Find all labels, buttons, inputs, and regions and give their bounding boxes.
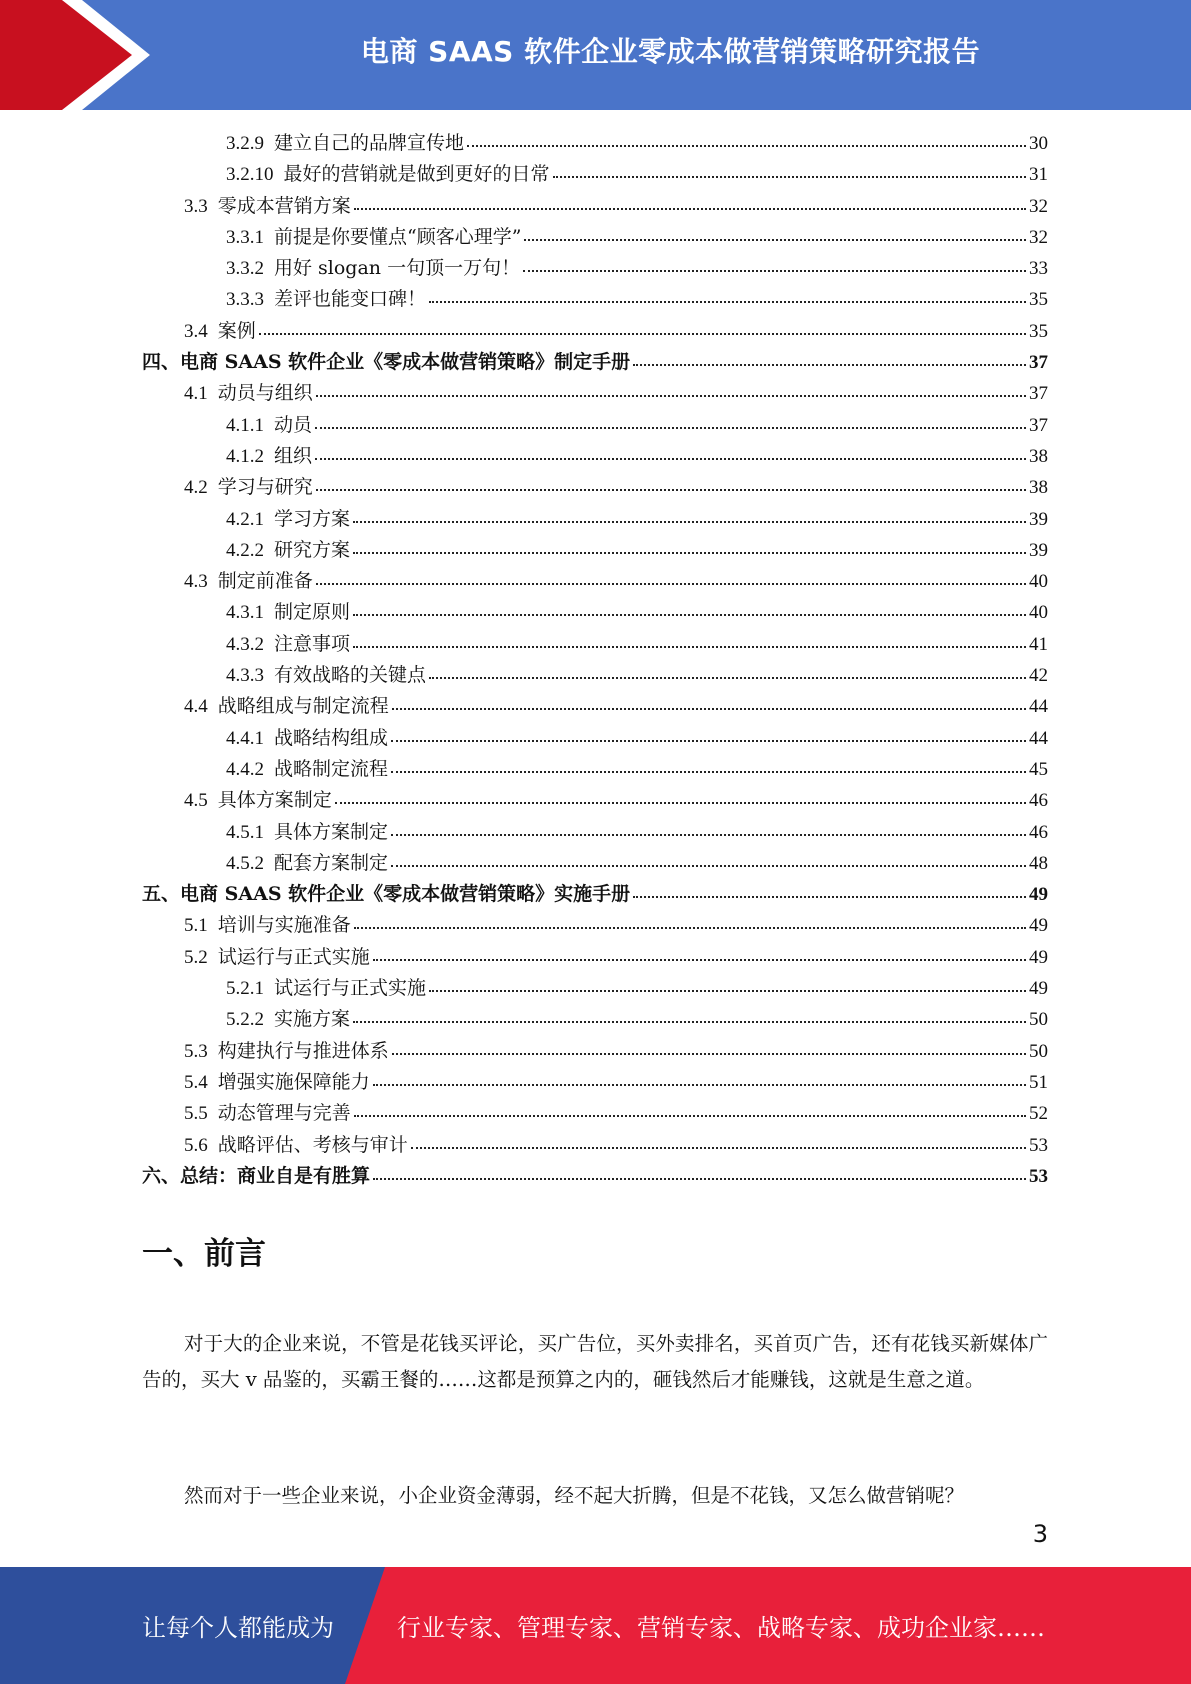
toc-dot-leader: [391, 830, 1026, 836]
paragraph: 然而对于一些企业来说，小企业资金薄弱，经不起大折腾，但是不花钱，又怎么做营销呢？: [184, 1484, 965, 1507]
toc-entry-page: 49: [1029, 946, 1048, 968]
toc-entry-title: 差评也能变口碑！: [274, 288, 427, 311]
toc-entry[interactable]: [142, 159, 1048, 190]
toc-entry[interactable]: [142, 504, 1048, 535]
toc-entry-title: 配套方案制定: [274, 851, 389, 874]
toc-entry-title: 试运行与正式实施: [274, 977, 427, 1000]
toc-entry[interactable]: [142, 660, 1048, 691]
toc-entry-title: 战略评估、考核与审计: [217, 1133, 408, 1156]
toc-entry-number: 4.3.3: [226, 665, 264, 687]
toc-entry-number: 4.1.1: [226, 414, 264, 436]
toc-dot-leader: [524, 235, 1026, 241]
toc-dot-leader: [315, 423, 1026, 429]
toc-entry-number: 4.3.2: [226, 633, 264, 655]
toc-entry-page: 49: [1029, 915, 1048, 937]
toc-entry-title: 培训与实施准备: [217, 914, 351, 937]
toc-entry-page: 51: [1029, 1071, 1048, 1093]
toc-entry-page: 45: [1029, 758, 1048, 780]
toc-entry[interactable]: [142, 410, 1048, 441]
toc-entry-title: 电商 SAAS 软件企业《零成本做营销策略》实施手册: [180, 883, 631, 906]
toc-entry-number: 5.2.1: [226, 978, 264, 1000]
footer-slogan-left: 让每个人都能成为: [142, 1614, 334, 1642]
toc-entry[interactable]: [142, 723, 1048, 754]
toc-entry-page: 33: [1029, 258, 1048, 280]
toc-dot-leader: [353, 610, 1026, 616]
toc-entry-page: 39: [1029, 539, 1048, 561]
toc-dot-leader: [353, 548, 1026, 554]
toc-dot-leader: [523, 266, 1026, 272]
toc-dot-leader: [373, 1080, 1026, 1086]
toc-entry-number: 5.3: [184, 1040, 208, 1062]
toc-entry-title: 动员: [274, 413, 313, 436]
toc-entry-number: 4.1.2: [226, 445, 264, 467]
toc-entry-number: 3.3.1: [226, 226, 264, 248]
toc-entry[interactable]: [142, 284, 1048, 315]
toc-entry[interactable]: [142, 191, 1048, 222]
toc-entry[interactable]: [142, 378, 1048, 409]
toc-entry-title: 组织: [274, 444, 313, 467]
toc-entry[interactable]: [142, 754, 1048, 785]
toc-entry-number: 4.4: [184, 696, 208, 718]
toc-entry-title: 最好的营销就是做到更好的日常: [283, 163, 550, 186]
toc-entry-page: 46: [1029, 790, 1048, 812]
toc-entry[interactable]: [142, 1067, 1048, 1098]
toc-entry-page: 38: [1029, 477, 1048, 499]
toc-entry-number: 3.2.10: [226, 164, 274, 186]
toc-entry-page: 31: [1029, 164, 1048, 186]
toc-dot-leader: [354, 204, 1026, 210]
toc-entry-title: 战略组成与制定流程: [217, 695, 389, 718]
toc-entry-number: 4.5.1: [226, 821, 264, 843]
toc-entry-page: 53: [1029, 1134, 1048, 1156]
toc-dot-leader: [315, 454, 1026, 460]
toc-entry[interactable]: [142, 1130, 1048, 1161]
toc-entry[interactable]: [142, 347, 1048, 378]
toc-dot-leader: [392, 704, 1026, 710]
toc-entry-number: 四、: [142, 352, 181, 374]
toc-entry[interactable]: [142, 128, 1048, 159]
toc-entry-title: 具体方案制定: [217, 789, 332, 812]
toc-entry-page: 50: [1029, 1040, 1048, 1062]
toc-entry-number: 3.3: [184, 195, 208, 217]
toc-entry-number: 4.2: [184, 477, 208, 499]
toc-dot-leader: [391, 736, 1026, 742]
toc-entry-page: 52: [1029, 1103, 1048, 1125]
toc-entry[interactable]: [142, 535, 1048, 566]
toc-entry[interactable]: [142, 566, 1048, 597]
toc-entry-number: 5.1: [184, 915, 208, 937]
toc-entry-page: 50: [1029, 1009, 1048, 1031]
toc-dot-leader: [354, 923, 1026, 929]
toc-entry-number: 4.2.2: [226, 539, 264, 561]
toc-dot-leader: [335, 798, 1026, 804]
toc-entry-number: 5.4: [184, 1071, 208, 1093]
toc-dot-leader: [553, 172, 1026, 178]
toc-entry-title: 有效战略的关键点: [274, 664, 427, 687]
toc-entry-page: 39: [1029, 508, 1048, 530]
toc-entry-number: 五、: [142, 884, 181, 906]
toc-entry-title: 注意事项: [274, 632, 351, 655]
toc-entry[interactable]: [142, 1036, 1048, 1067]
toc-dot-leader: [353, 517, 1026, 523]
toc-dot-leader: [429, 673, 1026, 679]
toc-entry-title: 建立自己的品牌宣传地: [274, 132, 465, 154]
toc-entry-page: 37: [1029, 352, 1048, 374]
footer-banner: [0, 1567, 1191, 1684]
toc-entry-page: 53: [1029, 1165, 1048, 1187]
toc-entry[interactable]: [142, 1161, 1048, 1192]
toc-entry[interactable]: [142, 879, 1048, 910]
toc-entry-number: 4.4.2: [226, 758, 264, 780]
toc-entry-title: 制定前准备: [217, 570, 313, 593]
toc-entry-title: 制定原则: [274, 601, 351, 624]
toc-entry-page: 49: [1029, 978, 1048, 1000]
footer-slogan-right: 行业专家、管理专家、营销专家、战略专家、成功企业家……: [397, 1614, 1045, 1642]
toc-entry-page: 32: [1029, 195, 1048, 217]
toc-entry-number: 5.6: [184, 1134, 208, 1156]
toc-entry-number: 六、: [142, 1165, 181, 1187]
toc-entry-title: 电商 SAAS 软件企业《零成本做营销策略》制定手册: [180, 351, 631, 374]
toc-entry-page: 35: [1029, 320, 1048, 342]
toc-entry-page: 44: [1029, 696, 1048, 718]
toc-entry-title: 试运行与正式实施: [217, 945, 370, 968]
toc-dot-leader: [373, 955, 1026, 961]
toc-dot-leader: [316, 391, 1026, 397]
toc-entry-page: 49: [1029, 884, 1048, 906]
toc-dot-leader: [353, 642, 1026, 648]
toc-dot-leader: [354, 1111, 1026, 1117]
toc-entry-number: 4.3: [184, 571, 208, 593]
toc-entry-number: 5.2: [184, 946, 208, 968]
document-title: 电商 SAAS 软件企业零成本做营销策略研究报告: [360, 35, 981, 68]
toc-dot-leader: [353, 1017, 1026, 1023]
toc-dot-leader: [411, 1143, 1026, 1149]
toc-entry[interactable]: [142, 597, 1048, 628]
toc-entry[interactable]: [142, 973, 1048, 1004]
toc-entry[interactable]: [142, 441, 1048, 472]
toc-entry-page: 32: [1029, 226, 1048, 248]
toc-entry-number: 4.5: [184, 790, 208, 812]
toc-entry-number: 3.2.9: [226, 133, 264, 154]
toc-entry-page: 30: [1029, 133, 1048, 154]
toc-entry[interactable]: [142, 848, 1048, 879]
toc-entry-page: 44: [1029, 727, 1048, 749]
toc-entry-page: 42: [1029, 665, 1048, 687]
toc-entry-title: 学习与研究: [217, 476, 313, 499]
toc-entry[interactable]: [142, 629, 1048, 660]
toc-entry-title: 动员与组织: [217, 382, 313, 405]
toc-dot-leader: [373, 1174, 1026, 1180]
page-number: 3: [1032, 1520, 1048, 1548]
toc-entry-title: 研究方案: [274, 538, 351, 561]
toc-entry-title: 零成本营销方案: [217, 194, 351, 217]
toc-entry[interactable]: [142, 910, 1048, 941]
toc-entry-number: 4.2.1: [226, 508, 264, 530]
toc-entry-number: 4.3.1: [226, 602, 264, 624]
toc-entry[interactable]: [142, 316, 1048, 347]
toc-entry-title: 动态管理与完善: [217, 1102, 351, 1125]
toc-dot-leader: [259, 329, 1026, 335]
toc-entry[interactable]: [142, 817, 1048, 848]
toc-entry-page: 41: [1029, 633, 1048, 655]
toc-entry[interactable]: [142, 222, 1048, 253]
toc-dot-leader: [467, 141, 1026, 147]
toc-entry[interactable]: [142, 942, 1048, 973]
toc-entry[interactable]: [142, 1004, 1048, 1035]
toc-entry-title: 案例: [217, 319, 256, 342]
toc-entry-page: 38: [1029, 445, 1048, 467]
toc-entry-title: 总结：商业自是有胜算: [180, 1164, 371, 1187]
toc-dot-leader: [391, 767, 1026, 773]
toc-entry[interactable]: [142, 691, 1048, 722]
toc-entry-title: 用好 slogan 一句顶一万句！: [274, 257, 521, 280]
toc-entry-title: 战略制定流程: [274, 757, 389, 780]
toc-dot-leader: [429, 297, 1026, 303]
toc-entry-number: 4.1: [184, 383, 208, 405]
toc-entry-title: 学习方案: [274, 507, 351, 530]
toc-entry-page: 35: [1029, 289, 1048, 311]
toc-entry-title: 构建执行与推进体系: [217, 1039, 389, 1062]
toc-entry-page: 37: [1029, 383, 1048, 405]
toc-dot-leader: [391, 861, 1026, 867]
paragraph: 对于大的企业来说，不管是花钱买评论，买广告位，买外卖排名，买首页广告，还有花钱买新媒体广告的，买大 v 品鉴的，买霸王餐的……这都是预算之内的，砸钱然后才能赚钱，这就是生意之道。: [142, 1332, 1048, 1391]
toc-entry-page: 37: [1029, 414, 1048, 436]
toc-dot-leader: [316, 485, 1026, 491]
toc-entry[interactable]: [142, 1098, 1048, 1129]
toc-dot-leader: [633, 360, 1026, 366]
toc-dot-leader: [633, 892, 1026, 898]
toc-entry-page: 48: [1029, 852, 1048, 874]
toc-entry-page: 40: [1029, 571, 1048, 593]
toc-entry[interactable]: [142, 785, 1048, 816]
toc-entry-page: 40: [1029, 602, 1048, 624]
header-chevron-graphic: [0, 0, 160, 110]
toc-entry-number: 4.5.2: [226, 852, 264, 874]
toc-dot-leader: [392, 1049, 1026, 1055]
header-banner: [0, 0, 1191, 110]
toc-dot-leader: [429, 986, 1026, 992]
toc-entry[interactable]: [142, 253, 1048, 284]
toc-entry[interactable]: [142, 472, 1048, 503]
table-of-contents: [142, 128, 1048, 1192]
toc-entry-number: 3.3.3: [226, 289, 264, 311]
toc-entry-page: 46: [1029, 821, 1048, 843]
toc-entry-number: 4.4.1: [226, 727, 264, 749]
toc-entry-number: 5.2.2: [226, 1009, 264, 1031]
toc-entry-number: 3.4: [184, 320, 208, 342]
toc-entry-number: 5.5: [184, 1103, 208, 1125]
toc-entry-title: 前提是你要懂点“顾客心理学”: [274, 225, 522, 248]
toc-entry-title: 增强实施保障能力: [217, 1070, 370, 1093]
section-heading: 一、前言: [142, 1236, 266, 1272]
toc-entry-title: 具体方案制定: [274, 820, 389, 843]
toc-entry-title: 实施方案: [274, 1008, 351, 1031]
toc-dot-leader: [316, 579, 1026, 585]
toc-entry-title: 战略结构组成: [274, 726, 389, 749]
toc-entry-number: 3.3.2: [226, 258, 264, 280]
